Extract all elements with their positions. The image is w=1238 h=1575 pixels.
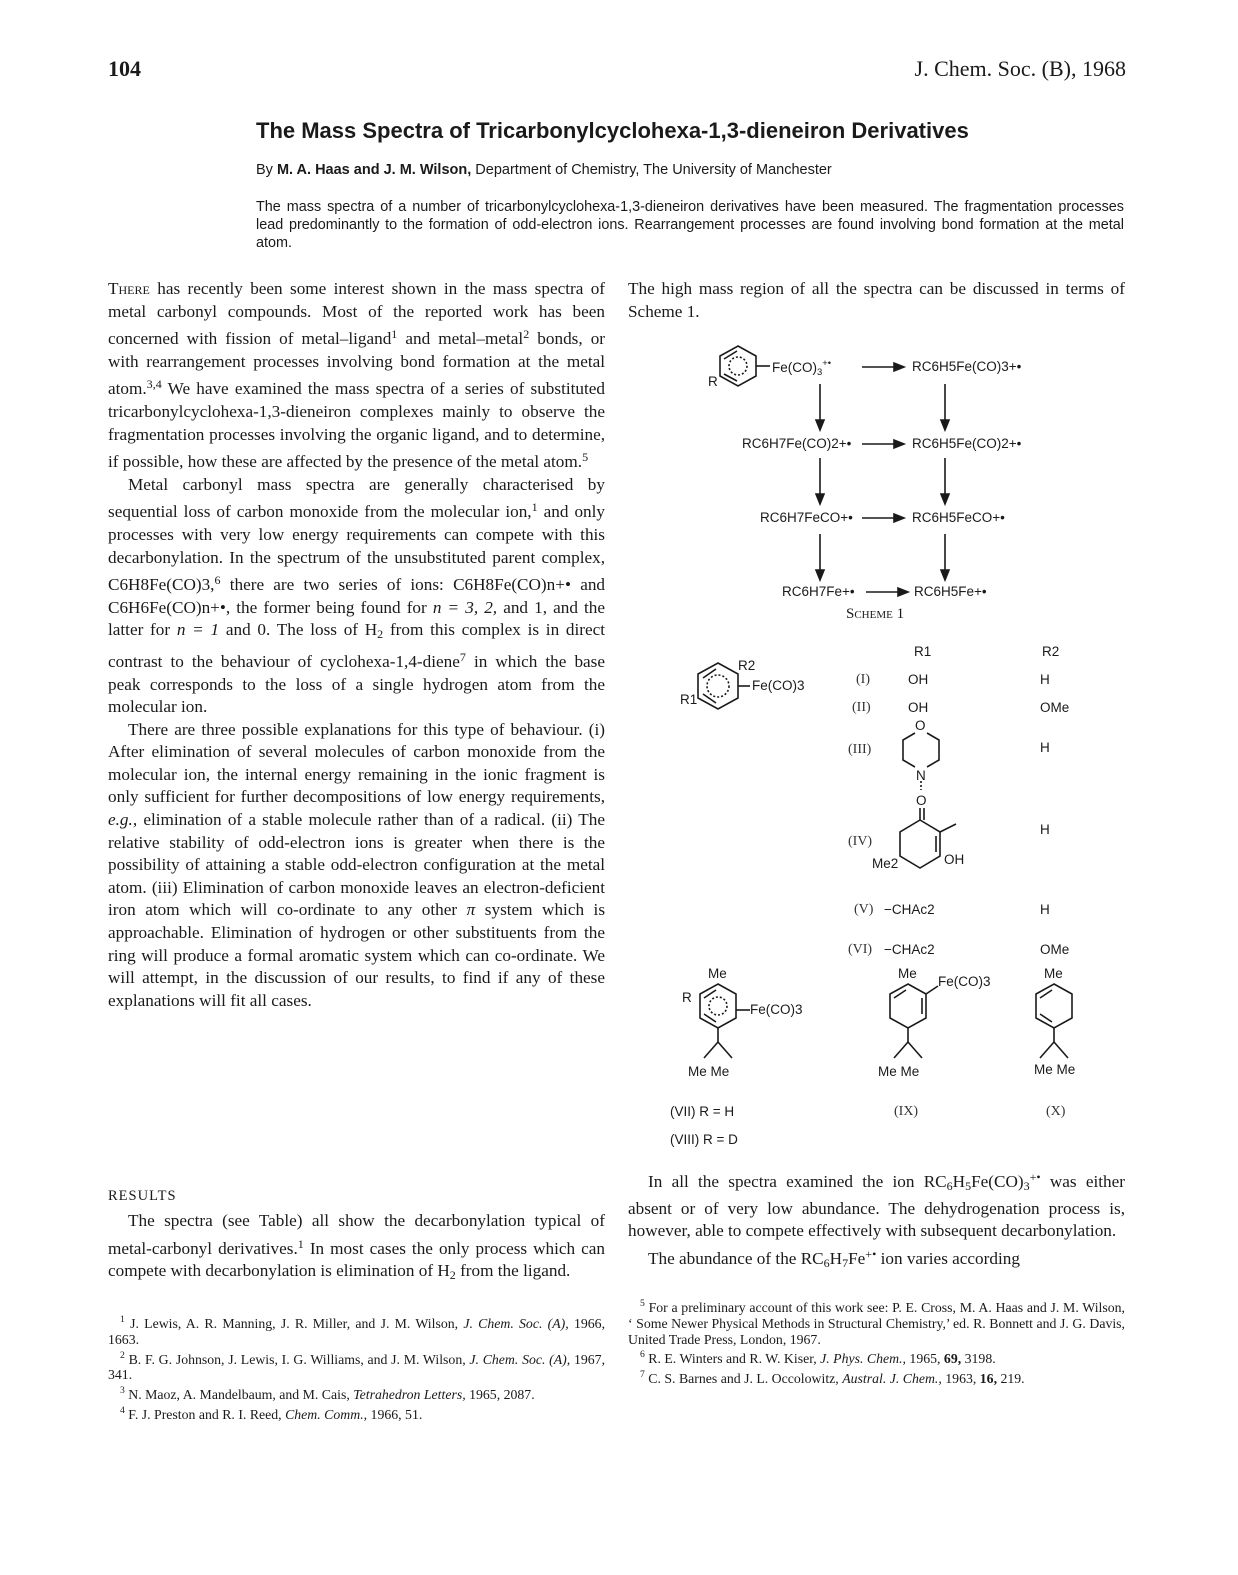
right-column-body bbox=[628, 1166, 1125, 1274]
ix-me-me: Me Me bbox=[878, 1064, 920, 1079]
scheme-row3-right: RC6H5FeCO+• bbox=[912, 510, 1005, 525]
ix-caption: (IX) bbox=[894, 1104, 919, 1119]
footnote-journal: J. Chem. Soc. (A), bbox=[469, 1351, 571, 1367]
formula-series-1: C6H8Fe(CO)n+• bbox=[453, 575, 571, 595]
compound-r1: OH bbox=[908, 672, 929, 687]
footnote-number: 7 bbox=[640, 1369, 645, 1381]
intro-text-a: has recently been some interest shown in the mass spectra of metal carbonyl compounds. Most of the reported work has been concerned with fission of metal–ligand bbox=[108, 279, 606, 349]
carbonyl-text-c: there are two series of ions: bbox=[229, 575, 444, 595]
formula-series-2: C6H6Fe(CO)n+• bbox=[108, 597, 226, 617]
footnote-rest: 1965, 2087. bbox=[469, 1387, 535, 1403]
x-me-me: Me Me bbox=[1034, 1062, 1076, 1077]
abundance-text-b: ion varies according bbox=[880, 1248, 1020, 1268]
compound-r2: H bbox=[1040, 822, 1050, 837]
footnote-text: B. F. G. Johnson, J. Lewis, I. G. Williams, and J. M. Wilson, bbox=[128, 1351, 466, 1367]
footnote-journal: Austral. J. Chem., bbox=[842, 1371, 942, 1387]
vii-r-label: R bbox=[682, 990, 692, 1005]
footnote-text: N. Maoz, A. Mandelbaum, and M. Cais, bbox=[128, 1387, 350, 1403]
ring-r2-label: R2 bbox=[738, 658, 756, 673]
footnote-rest: 1963, bbox=[945, 1371, 977, 1387]
footnote-number: 2 bbox=[120, 1349, 125, 1361]
compound-r2: H bbox=[1040, 740, 1050, 755]
footnote-journal: J. Chem. Soc. (A), bbox=[463, 1316, 569, 1331]
footnote-rest: 1965, bbox=[909, 1351, 941, 1367]
footnote-pages: 3198. bbox=[964, 1351, 996, 1367]
article-title: The Mass Spectra of Tricarbonylcyclohexa-1,3-dieneiron Derivatives bbox=[256, 118, 969, 143]
vii-me-label: Me bbox=[708, 966, 727, 981]
compound-r2: OMe bbox=[1040, 700, 1070, 715]
morpholine-n: N bbox=[916, 768, 926, 783]
compound-x-structure bbox=[1036, 984, 1072, 1058]
n-values-latter: n = 1 bbox=[176, 620, 220, 640]
scheme-top-right: RC6H5Fe(CO)3+• bbox=[912, 359, 1022, 374]
ref-marker: 2 bbox=[523, 327, 530, 342]
footnote-number: 4 bbox=[120, 1404, 125, 1416]
intro-text-c: bonds, or with rearrangement processes involving bond formation at the metal atom. bbox=[108, 329, 606, 399]
footnote-journal: Tetrahedron Letters, bbox=[353, 1387, 466, 1403]
footnote-7 bbox=[628, 1367, 1125, 1387]
compound-ix-structure bbox=[890, 984, 938, 1058]
carbonyl-text-i: in which the base peak corresponds to the loss of a single hydrogen atom from the molecular ion. bbox=[108, 651, 605, 717]
results-text-c: from the ligand. bbox=[460, 1261, 571, 1281]
intro-text-d: We have examined the mass spectra of a series of substituted tricarbonylcyclohexa-1,3-dieneiron complexes mainly to observe the fragmentation processes involving the organic ligand, and to determine, if possible, how these are affected by the presence of the metal atom. bbox=[108, 379, 605, 472]
ion-text-a: In all the spectra examined the ion RC bbox=[648, 1172, 947, 1191]
explanations-text-a: There are three possible explanations for this type of behaviour. (i) After elimination of several molecules of carbon monoxide from the molecular ion, the internal energy remaining in the ionic fragment is only sufficient for further decompositions of low energy requirements, bbox=[108, 719, 605, 807]
results-text-b: In most cases the only process which can compete with decarbonylation is elimination of H bbox=[108, 1238, 605, 1281]
compound-id: (III) bbox=[848, 742, 872, 757]
morpholine-o: O bbox=[915, 718, 926, 733]
paragraph-ion-absent: In all the spectra examined the ion $RC_6H_5Fe(CO)_3^{+•}$ was either absent or of very low abundance. The dehydrogenation process is, however, able to compete effectively with subsequent decarbonylation. bbox=[628, 1170, 1125, 1241]
right-column-intro: The high mass region of all the spectra can be discussed in terms of Scheme 1. bbox=[628, 279, 1125, 321]
footnote-6 bbox=[628, 1347, 1125, 1367]
carbonyl-text-g: and 0. The loss of H bbox=[225, 620, 378, 640]
page-number: 104 bbox=[108, 56, 141, 81]
scheme-row4-left: RC6H7Fe+• bbox=[782, 584, 855, 599]
footnote-journal: J. Phys. Chem., bbox=[820, 1351, 906, 1367]
compound-vii-structure bbox=[700, 984, 750, 1058]
ref-marker: 1 bbox=[531, 500, 538, 515]
scheme-row3-left: RC6H7FeCO+• bbox=[760, 510, 853, 525]
dimedone-me2: Me2 bbox=[872, 856, 899, 871]
compound-r1: −CHAc2 bbox=[884, 902, 935, 917]
paragraph-results: The spectra (see Table) all show the decarbonylation typical of metal-carbonyl derivatives.$^1$ In most cases the only process which can compete with decarbonylation is elimination of $H_2$ from the ligand. bbox=[108, 1211, 605, 1283]
footnote-number: 3 bbox=[120, 1385, 125, 1397]
col-header-r1: R1 bbox=[914, 644, 932, 659]
carbonyl-text-b: and only processes with very low energy requirements can compete with this decarbonylation. In the spectrum of the unsubstituted parent complex, bbox=[108, 502, 605, 567]
explanations-text-c: system which is approachable. Elimination of hydrogen or other substituents from the ring will produce a formal aromatic system which can co-ordinate. We will attempt, in the discussion of our results, to find if any of these explanations will fit all cases. bbox=[108, 900, 606, 1010]
carbonyl-text-h: from this complex is in direct contrast to the behaviour of cyclohexa-1,4-diene bbox=[108, 620, 606, 671]
carbonyl-text-a: Metal carbonyl mass spectra are generally characterised by sequential loss of carbon monoxide from the molecular ion, bbox=[108, 474, 605, 522]
footnote-volume: 69, bbox=[943, 1351, 962, 1367]
ref-marker: 6 bbox=[214, 573, 221, 588]
footnote-text: C. S. Barnes and J. L. Occolowitz, bbox=[648, 1371, 839, 1387]
affiliation: Department of Chemistry, The University of Manchester bbox=[475, 162, 832, 178]
footnote-number: 1 bbox=[120, 1314, 125, 1325]
footnote-text: F. J. Preston and R. I. Reed, bbox=[128, 1406, 282, 1422]
scheme-fe-text: Fe(CO) bbox=[772, 360, 817, 375]
scheme-fe-label: $Fe(CO)_3^{+•}$ bbox=[772, 358, 832, 378]
n-values-former: n = 3, 2, bbox=[432, 597, 498, 617]
footnote-text: R. E. Winters and R. W. Kiser, bbox=[648, 1351, 817, 1367]
footnote-rest: 1967, 341. bbox=[108, 1351, 606, 1383]
compound-id: (VI) bbox=[848, 942, 873, 957]
lead-word: There bbox=[108, 279, 150, 298]
pi-symbol: π bbox=[466, 900, 476, 920]
footnote-text: J. Lewis, A. R. Manning, J. R. Miller, and J. M. Wilson, bbox=[130, 1316, 459, 1331]
formula-parent: C6H8Fe(CO)3, bbox=[108, 575, 215, 595]
compound-id: (II) bbox=[852, 700, 871, 715]
abstract: The mass spectra of a number of tricarbonylcyclohexa-1,3-dieneiron derivatives have been measured. The fragmentation processes lead predominantly to the formation of odd-electron ions. Rearrangement processes are found involving bond formation at the metal atom. bbox=[256, 199, 1124, 251]
scheme-arrows bbox=[816, 363, 949, 596]
vii-fe-label: Fe(CO)3 bbox=[750, 1002, 803, 1017]
x-caption: (X) bbox=[1046, 1104, 1066, 1119]
byline-prefix: By bbox=[256, 162, 273, 178]
carbonyl-text-f: and 1, and the latter for bbox=[108, 597, 606, 640]
compound-r2: H bbox=[1040, 902, 1050, 917]
vii-me-me: Me Me bbox=[688, 1064, 730, 1079]
compound-r1: −CHAc2 bbox=[884, 942, 935, 957]
abundance-text-a: The abundance of the RC bbox=[648, 1248, 824, 1268]
footnote-journal: Chem. Comm., bbox=[285, 1406, 368, 1422]
journal-citation: J. Chem. Soc. (B), 1968 bbox=[914, 56, 1126, 81]
compound-r2: OMe bbox=[1040, 942, 1070, 957]
scheme-row4-right: RC6H5Fe+• bbox=[914, 584, 987, 599]
footnote-5 bbox=[628, 1296, 1125, 1347]
ring-r1-label: R1 bbox=[680, 692, 698, 707]
ix-me-label: Me bbox=[898, 966, 917, 981]
footnote-pages: 219. bbox=[1000, 1371, 1025, 1387]
ref-marker: 7 bbox=[459, 649, 466, 664]
dimedone-oh: OH bbox=[944, 852, 965, 867]
scheme-r-label: R bbox=[708, 374, 718, 389]
authors: M. A. Haas and J. M. Wilson, bbox=[276, 162, 472, 178]
scheme-caption: Scheme 1 bbox=[846, 606, 905, 622]
compound-r2: H bbox=[1040, 672, 1050, 687]
ion-text-b: was either absent or of very low abundance. The dehydrogenation process is, however, able to compete effectively with subsequent decarbonylation. bbox=[628, 1172, 1125, 1241]
vii-caption: (VII) R = H bbox=[670, 1104, 735, 1119]
ref-marker: 5 bbox=[582, 450, 589, 465]
ref-marker: 1 bbox=[297, 1236, 304, 1251]
footnote-number: 6 bbox=[640, 1349, 645, 1361]
footnote-text: For a preliminary account of this work see: P. E. Cross, M. A. Haas and J. M. Wilson, ‘ Some Newer Physical Methods in Structural Chemistry,’ ed. R. Bonnett and J. G. Davis, United Trade Press, London, 1967. bbox=[628, 1300, 1125, 1347]
scheme-ring-structure bbox=[720, 346, 770, 386]
eg-italic: e.g. bbox=[108, 810, 133, 830]
compound-id: (IV) bbox=[848, 834, 873, 849]
viii-caption: (VIII) R = D bbox=[670, 1132, 738, 1147]
ref-marker: 1 bbox=[391, 327, 398, 342]
results-heading: RESULTS bbox=[108, 1188, 177, 1204]
col-header-r2: R2 bbox=[1042, 644, 1060, 659]
scheme-row2-left: RC6H7Fe(CO)2+• bbox=[742, 436, 852, 451]
scheme-row2-right: RC6H5Fe(CO)2+• bbox=[912, 436, 1022, 451]
footnote-rest: 1966, 1663. bbox=[108, 1316, 606, 1347]
carbonyl-text-e: , the former being found for bbox=[225, 597, 427, 617]
x-me-label: Me bbox=[1044, 966, 1063, 981]
ix-fe-label: Fe(CO)3 bbox=[938, 974, 991, 989]
results-text-a: The spectra (see Table) all show the decarbonylation typical of metal-carbonyl derivatives. bbox=[108, 1211, 605, 1258]
ring-fe-label: Fe(CO)3 bbox=[752, 678, 805, 693]
footnote-rest: 1966, 51. bbox=[370, 1406, 423, 1422]
ref-marker: 3,4 bbox=[146, 377, 162, 392]
footnotes-right bbox=[628, 1296, 1125, 1387]
carbonyl-text-d: and bbox=[580, 575, 606, 595]
paragraph-abundance: The abundance of the $RC_6H_7Fe^{+•}$ ion varies according bbox=[648, 1246, 1020, 1270]
compound-id: (I) bbox=[856, 672, 870, 687]
compound-id: (V) bbox=[854, 902, 874, 917]
compound-r1: OH bbox=[908, 700, 929, 715]
explanations-text-b: , elimination of a stable molecule rather than of a radical. (ii) The relative stability of odd-electron ions is greater when there is the possibility of attaining a stable odd-electron configuration at the metal atom. (iii) Elimination of carbon monoxide leaves an electron-deficient iron atom which will co-ordinate to any other bbox=[108, 810, 605, 920]
footnote-volume: 16, bbox=[979, 1371, 998, 1387]
paragraph-carbonyl: Metal carbonyl mass spectra are generally characterised by sequential loss of carbon monoxide from the molecular ion,$^1$ and only processes with very low energy requirements can compete with this decarbonylation. In the spectrum of the unsubstituted parent complex, C6H8Fe(CO)3,$^6$ there are two series of ions: C6H8Fe(CO)n+• and C6H6Fe(CO)n+•, the former being found for n = 3, 2, and 1, and the latter for n = 1 and 0. The loss of $H_2$ from this complex is in direct contrast to the behaviour of cyclohexa-1,4-diene$^7$ in which the base peak corresponds to the loss of a single hydrogen atom from the molecular ion. bbox=[108, 474, 606, 717]
footnote-number: 5 bbox=[640, 1298, 645, 1309]
intro-text-b: and metal–metal bbox=[405, 329, 524, 349]
dimedone-o: O bbox=[916, 793, 927, 808]
